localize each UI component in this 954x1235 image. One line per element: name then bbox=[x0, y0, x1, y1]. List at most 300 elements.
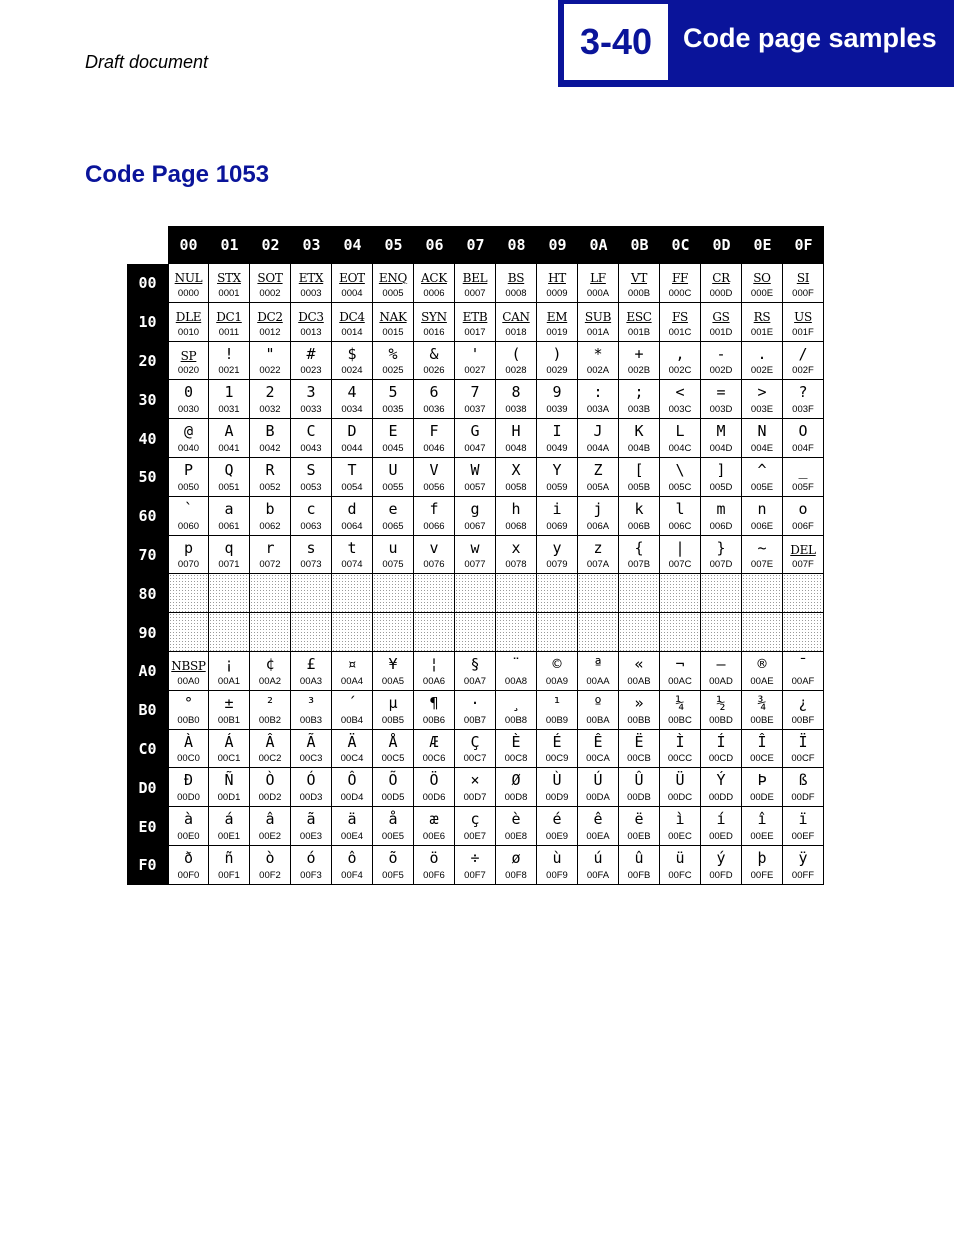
table-cell bbox=[209, 691, 250, 730]
table-cell bbox=[742, 264, 783, 303]
table-cell bbox=[291, 497, 332, 536]
cell-code: 007B bbox=[627, 559, 651, 571]
table-cell bbox=[578, 264, 619, 303]
cell-glyph: Ç bbox=[470, 732, 480, 751]
cell-glyph: K bbox=[634, 422, 644, 441]
cell-glyph: HT bbox=[548, 271, 566, 285]
table-cell bbox=[660, 303, 701, 342]
cell-code: 00FA bbox=[586, 869, 610, 881]
table-cell bbox=[414, 303, 455, 342]
cell-glyph: ç bbox=[470, 810, 480, 829]
cell-code: 00D8 bbox=[504, 792, 528, 804]
table-cell bbox=[291, 846, 332, 885]
cell-code: 0046 bbox=[423, 442, 445, 454]
cell-glyph: Ý bbox=[716, 771, 726, 790]
cell-code: 00F8 bbox=[505, 869, 527, 881]
table-cell bbox=[537, 691, 578, 730]
column-header: 0A bbox=[578, 226, 619, 264]
cell-code: 00CD bbox=[708, 753, 734, 765]
cell-code: 0016 bbox=[423, 326, 445, 338]
cell-glyph: å bbox=[388, 810, 398, 829]
cell-code: 00D1 bbox=[217, 792, 241, 804]
table-cell bbox=[619, 342, 660, 381]
cell-code: 004A bbox=[586, 442, 610, 454]
cell-glyph: F bbox=[429, 422, 439, 441]
table-cell bbox=[660, 458, 701, 497]
table-cell bbox=[660, 536, 701, 575]
table-cell bbox=[783, 691, 824, 730]
table-cell bbox=[373, 497, 414, 536]
table-cell bbox=[537, 497, 578, 536]
table-cell bbox=[373, 419, 414, 458]
cell-code: 00FC bbox=[668, 869, 692, 881]
cell-glyph: 4 bbox=[347, 383, 357, 402]
cell-glyph: ® bbox=[757, 654, 767, 673]
cell-code: 000F bbox=[792, 287, 814, 299]
cell-code: 00A0 bbox=[177, 675, 200, 687]
table-cell bbox=[742, 846, 783, 885]
table-cell bbox=[619, 497, 660, 536]
table-cell bbox=[701, 807, 742, 846]
cell-code: 0066 bbox=[423, 520, 445, 532]
cell-code: 0005 bbox=[382, 287, 404, 299]
table-cell bbox=[291, 536, 332, 575]
cell-glyph: º bbox=[593, 693, 603, 712]
table-cell bbox=[537, 419, 578, 458]
cell-glyph: é bbox=[552, 810, 562, 829]
cell-code: 00DE bbox=[750, 792, 774, 804]
table-cell bbox=[455, 380, 496, 419]
cell-code: 00A2 bbox=[258, 675, 282, 687]
table-cell bbox=[496, 652, 537, 691]
cell-code: 0069 bbox=[546, 520, 568, 532]
cell-glyph: ¡ bbox=[224, 654, 234, 673]
cell-glyph: ` bbox=[183, 499, 194, 518]
cell-glyph: : bbox=[593, 383, 603, 402]
table-cell bbox=[619, 536, 660, 575]
table-cell bbox=[332, 380, 373, 419]
table-cell bbox=[291, 807, 332, 846]
cell-code: 0036 bbox=[423, 404, 445, 416]
table-cell bbox=[250, 807, 291, 846]
cell-glyph: DC1 bbox=[216, 309, 242, 324]
table-cell bbox=[209, 807, 250, 846]
column-header: 0D bbox=[701, 226, 742, 264]
cell-glyph: ¶ bbox=[429, 693, 439, 712]
cell-glyph: ¯ bbox=[798, 654, 808, 673]
row-header: D0 bbox=[127, 768, 168, 807]
cell-code: 00F2 bbox=[259, 869, 281, 881]
cell-code: 0056 bbox=[423, 481, 445, 493]
cell-glyph: * bbox=[593, 344, 603, 363]
cell-glyph: q bbox=[224, 538, 234, 557]
cell-glyph: ¹ bbox=[552, 693, 562, 712]
cell-glyph: @ bbox=[183, 422, 194, 441]
cell-glyph: 6 bbox=[429, 383, 439, 402]
table-cell bbox=[660, 768, 701, 807]
cell-glyph: c bbox=[306, 499, 316, 518]
cell-glyph: l bbox=[675, 499, 685, 518]
cell-code: 00F5 bbox=[382, 869, 404, 881]
undefined-cell bbox=[496, 613, 537, 652]
cell-glyph: ½ bbox=[716, 693, 726, 712]
cell-glyph: SI bbox=[796, 271, 810, 285]
table-cell bbox=[291, 652, 332, 691]
cell-code: 00EC bbox=[668, 830, 692, 842]
cell-code: 00D2 bbox=[258, 792, 282, 804]
cell-code: 0018 bbox=[505, 326, 527, 338]
table-cell bbox=[578, 768, 619, 807]
cell-glyph: Ã bbox=[306, 732, 316, 751]
table-cell bbox=[537, 458, 578, 497]
undefined-cell bbox=[209, 574, 250, 613]
cell-glyph: N bbox=[757, 422, 767, 441]
row-header: C0 bbox=[127, 730, 168, 769]
cell-code: 00A3 bbox=[299, 675, 323, 687]
cell-glyph: DLE bbox=[175, 309, 202, 324]
cell-code: 003B bbox=[627, 404, 651, 416]
cell-glyph: á bbox=[224, 810, 234, 829]
table-cell bbox=[250, 691, 291, 730]
cell-glyph: 8 bbox=[511, 383, 521, 402]
cell-code: 0012 bbox=[259, 326, 281, 338]
table-cell bbox=[783, 380, 824, 419]
cell-code: 00FF bbox=[791, 869, 815, 881]
table-cell bbox=[250, 536, 291, 575]
cell-code: 00EA bbox=[586, 830, 610, 842]
table-cell bbox=[783, 730, 824, 769]
cell-code: 00ED bbox=[709, 830, 733, 842]
table-cell bbox=[332, 419, 373, 458]
table-cell bbox=[373, 536, 414, 575]
cell-glyph: NAK bbox=[379, 309, 407, 324]
cell-code: 00BB bbox=[627, 714, 651, 726]
cell-glyph: NUL bbox=[174, 271, 203, 285]
cell-code: 00F0 bbox=[177, 869, 200, 881]
table-cell bbox=[619, 303, 660, 342]
cell-code: 0067 bbox=[464, 520, 486, 532]
cell-glyph: 5 bbox=[388, 383, 398, 402]
cell-glyph: Í bbox=[716, 732, 726, 751]
column-header: 08 bbox=[496, 226, 537, 264]
row-header: 00 bbox=[127, 264, 168, 303]
table-cell bbox=[742, 380, 783, 419]
cell-glyph: Ô bbox=[347, 771, 357, 790]
cell-code: 0074 bbox=[341, 559, 363, 571]
cell-glyph: i bbox=[552, 499, 562, 518]
cell-glyph: Ó bbox=[306, 771, 316, 790]
code-page-table bbox=[127, 226, 824, 885]
cell-glyph: VT bbox=[630, 271, 648, 285]
table-cell bbox=[619, 419, 660, 458]
table-cell bbox=[373, 342, 414, 381]
table-cell bbox=[660, 342, 701, 381]
row-header: B0 bbox=[127, 691, 168, 730]
cell-glyph: ü bbox=[675, 848, 685, 867]
table-cell bbox=[414, 846, 455, 885]
cell-code: 0017 bbox=[464, 326, 486, 338]
cell-code: 002F bbox=[792, 365, 814, 377]
cell-code: 005E bbox=[750, 481, 774, 493]
cell-glyph: ( bbox=[511, 344, 521, 363]
undefined-cell bbox=[168, 613, 209, 652]
table-cell bbox=[455, 303, 496, 342]
cell-glyph: STX bbox=[217, 271, 241, 285]
table-cell bbox=[578, 846, 619, 885]
cell-glyph: Û bbox=[634, 771, 644, 790]
cell-code: 00FE bbox=[750, 869, 774, 881]
table-cell bbox=[414, 419, 455, 458]
row-header: 60 bbox=[127, 497, 168, 536]
cell-code: 00B2 bbox=[258, 714, 282, 726]
table-cell bbox=[783, 846, 824, 885]
cell-code: 0030 bbox=[177, 404, 200, 416]
cell-code: 00B6 bbox=[422, 714, 446, 726]
table-cell bbox=[742, 768, 783, 807]
cell-glyph: G bbox=[470, 422, 480, 441]
table-cell bbox=[455, 730, 496, 769]
cell-glyph: = bbox=[716, 383, 726, 402]
table-cell bbox=[414, 691, 455, 730]
table-cell bbox=[742, 419, 783, 458]
cell-glyph: SP bbox=[180, 348, 197, 363]
table-cell bbox=[291, 691, 332, 730]
table-cell bbox=[373, 691, 414, 730]
table-cell bbox=[373, 768, 414, 807]
cell-code: 00EE bbox=[750, 830, 774, 842]
column-header: 0F bbox=[783, 226, 824, 264]
table-cell bbox=[578, 807, 619, 846]
cell-glyph: ú bbox=[593, 848, 603, 867]
cell-glyph: Ú bbox=[593, 771, 603, 790]
table-cell bbox=[209, 380, 250, 419]
table-cell bbox=[373, 730, 414, 769]
undefined-cell bbox=[209, 613, 250, 652]
cell-glyph: Z bbox=[593, 460, 603, 479]
cell-glyph: ^ bbox=[757, 460, 767, 479]
cell-code: 00DC bbox=[667, 792, 693, 804]
cell-code: 0047 bbox=[464, 442, 486, 454]
cell-glyph: DC2 bbox=[257, 309, 283, 324]
cell-glyph: ° bbox=[183, 693, 194, 712]
table-cell bbox=[414, 497, 455, 536]
cell-glyph: 1 bbox=[224, 383, 234, 402]
table-cell bbox=[701, 497, 742, 536]
cell-glyph: Ù bbox=[552, 771, 562, 790]
table-cell bbox=[783, 536, 824, 575]
cell-glyph: LF bbox=[590, 271, 606, 285]
cell-glyph: è bbox=[511, 810, 521, 829]
table-cell bbox=[209, 303, 250, 342]
cell-glyph: ¼ bbox=[675, 693, 685, 712]
table-cell bbox=[250, 768, 291, 807]
table-cell bbox=[496, 807, 537, 846]
undefined-cell bbox=[455, 613, 496, 652]
cell-glyph: # bbox=[306, 344, 316, 363]
table-cell bbox=[660, 497, 701, 536]
table-cell bbox=[168, 536, 209, 575]
table-cell bbox=[619, 691, 660, 730]
cell-code: 0060 bbox=[177, 520, 200, 532]
cell-glyph: A bbox=[224, 422, 234, 441]
table-cell bbox=[414, 807, 455, 846]
table-cell bbox=[701, 730, 742, 769]
cell-code: 00C9 bbox=[545, 753, 569, 765]
table-cell bbox=[373, 652, 414, 691]
cell-code: 0068 bbox=[505, 520, 527, 532]
undefined-cell bbox=[250, 574, 291, 613]
undefined-cell bbox=[168, 574, 209, 613]
cell-glyph: ? bbox=[798, 383, 808, 402]
cell-glyph: " bbox=[265, 344, 275, 363]
cell-code: 0002 bbox=[259, 287, 281, 299]
column-header: 0C bbox=[660, 226, 701, 264]
cell-glyph: Ë bbox=[634, 732, 644, 751]
undefined-cell bbox=[783, 613, 824, 652]
table-cell bbox=[332, 536, 373, 575]
cell-code: 000E bbox=[750, 287, 774, 299]
cell-code: 0055 bbox=[382, 481, 404, 493]
cell-glyph: g bbox=[470, 499, 480, 518]
cell-glyph: ò bbox=[265, 848, 275, 867]
cell-code: 00E4 bbox=[340, 830, 364, 842]
table-cell bbox=[168, 380, 209, 419]
cell-code: 0006 bbox=[423, 287, 445, 299]
table-cell bbox=[168, 768, 209, 807]
table-cell bbox=[660, 264, 701, 303]
cell-glyph: NBSP bbox=[171, 658, 206, 673]
cell-glyph: Ê bbox=[593, 732, 603, 751]
cell-glyph: – bbox=[716, 654, 726, 673]
cell-code: 0049 bbox=[546, 442, 568, 454]
cell-glyph: n bbox=[757, 499, 767, 518]
cell-glyph: £ bbox=[306, 654, 316, 673]
cell-glyph: ª bbox=[593, 654, 603, 673]
cell-code: 000B bbox=[627, 287, 651, 299]
table-cell bbox=[209, 419, 250, 458]
cell-glyph: | bbox=[675, 538, 685, 557]
table-cell bbox=[332, 303, 373, 342]
cell-glyph: ¿ bbox=[798, 693, 808, 712]
table-cell bbox=[619, 807, 660, 846]
cell-glyph: } bbox=[716, 538, 726, 557]
cell-code: 0037 bbox=[464, 404, 486, 416]
cell-glyph: ¨ bbox=[511, 654, 521, 673]
cell-code: 0026 bbox=[423, 365, 445, 377]
cell-glyph: k bbox=[634, 499, 644, 518]
cell-glyph: ÿ bbox=[798, 848, 808, 867]
cell-glyph: Ò bbox=[265, 771, 275, 790]
table-cell bbox=[414, 730, 455, 769]
cell-code: 0040 bbox=[177, 442, 200, 454]
cell-glyph: ñ bbox=[224, 848, 234, 867]
cell-code: 00E1 bbox=[217, 830, 241, 842]
cell-glyph: US bbox=[794, 309, 812, 324]
cell-glyph: ´ bbox=[347, 693, 357, 712]
cell-glyph: . bbox=[757, 344, 767, 363]
column-header: 04 bbox=[332, 226, 373, 264]
cell-glyph: Ð bbox=[183, 771, 194, 790]
table-cell bbox=[701, 380, 742, 419]
table-cell bbox=[619, 264, 660, 303]
cell-code: 00A1 bbox=[217, 675, 241, 687]
cell-code: 0073 bbox=[300, 559, 322, 571]
table-cell bbox=[701, 419, 742, 458]
cell-glyph: 2 bbox=[265, 383, 275, 402]
table-cell bbox=[291, 303, 332, 342]
cell-glyph: V bbox=[429, 460, 439, 479]
table-cell bbox=[209, 846, 250, 885]
cell-glyph: ESC bbox=[626, 309, 652, 324]
table-cell bbox=[455, 807, 496, 846]
table-cell bbox=[168, 652, 209, 691]
cell-glyph: ô bbox=[347, 848, 357, 867]
cell-code: 00E2 bbox=[258, 830, 282, 842]
undefined-cell bbox=[291, 613, 332, 652]
table-cell bbox=[373, 807, 414, 846]
cell-glyph: SYN bbox=[421, 309, 447, 324]
undefined-cell bbox=[701, 574, 742, 613]
table-cell bbox=[660, 846, 701, 885]
cell-code: 0027 bbox=[464, 365, 486, 377]
table-cell bbox=[783, 768, 824, 807]
cell-code: 0077 bbox=[464, 559, 486, 571]
table-cell bbox=[209, 458, 250, 497]
cell-code: 004F bbox=[792, 442, 814, 454]
cell-code: 0020 bbox=[177, 365, 200, 377]
cell-code: 00DB bbox=[627, 792, 651, 804]
column-header: 02 bbox=[250, 226, 291, 264]
table-cell bbox=[496, 536, 537, 575]
cell-glyph: æ bbox=[429, 810, 439, 829]
cell-glyph: W bbox=[470, 460, 480, 479]
cell-code: 0022 bbox=[259, 365, 281, 377]
cell-code: 0004 bbox=[341, 287, 363, 299]
cell-glyph: ð bbox=[183, 848, 194, 867]
cell-glyph: P bbox=[183, 460, 194, 479]
table-cell bbox=[660, 730, 701, 769]
cell-code: 006D bbox=[709, 520, 733, 532]
cell-code: 003D bbox=[709, 404, 733, 416]
cell-glyph: y bbox=[552, 538, 562, 557]
table-cell bbox=[373, 458, 414, 497]
cell-code: 00BC bbox=[668, 714, 692, 726]
cell-glyph: ù bbox=[552, 848, 562, 867]
table-cell bbox=[414, 380, 455, 419]
table-cell bbox=[250, 652, 291, 691]
cell-glyph: ¸ bbox=[511, 693, 521, 712]
cell-code: 0031 bbox=[218, 404, 240, 416]
cell-glyph: DEL bbox=[790, 542, 816, 557]
cell-glyph: Õ bbox=[388, 771, 398, 790]
table-cell bbox=[291, 380, 332, 419]
table-cell bbox=[496, 497, 537, 536]
cell-code: 000C bbox=[668, 287, 692, 299]
cell-glyph: ) bbox=[552, 344, 562, 363]
cell-code: 0079 bbox=[546, 559, 568, 571]
cell-glyph: x bbox=[511, 538, 521, 557]
cell-glyph: t bbox=[347, 538, 357, 557]
cell-code: 0024 bbox=[341, 365, 363, 377]
cell-glyph: v bbox=[429, 538, 439, 557]
cell-code: 005F bbox=[792, 481, 814, 493]
table-cell bbox=[578, 730, 619, 769]
cell-glyph: EOT bbox=[339, 271, 365, 285]
cell-code: 00E3 bbox=[299, 830, 323, 842]
cell-glyph: û bbox=[634, 848, 644, 867]
cell-code: 0028 bbox=[505, 365, 527, 377]
table-cell bbox=[332, 652, 373, 691]
